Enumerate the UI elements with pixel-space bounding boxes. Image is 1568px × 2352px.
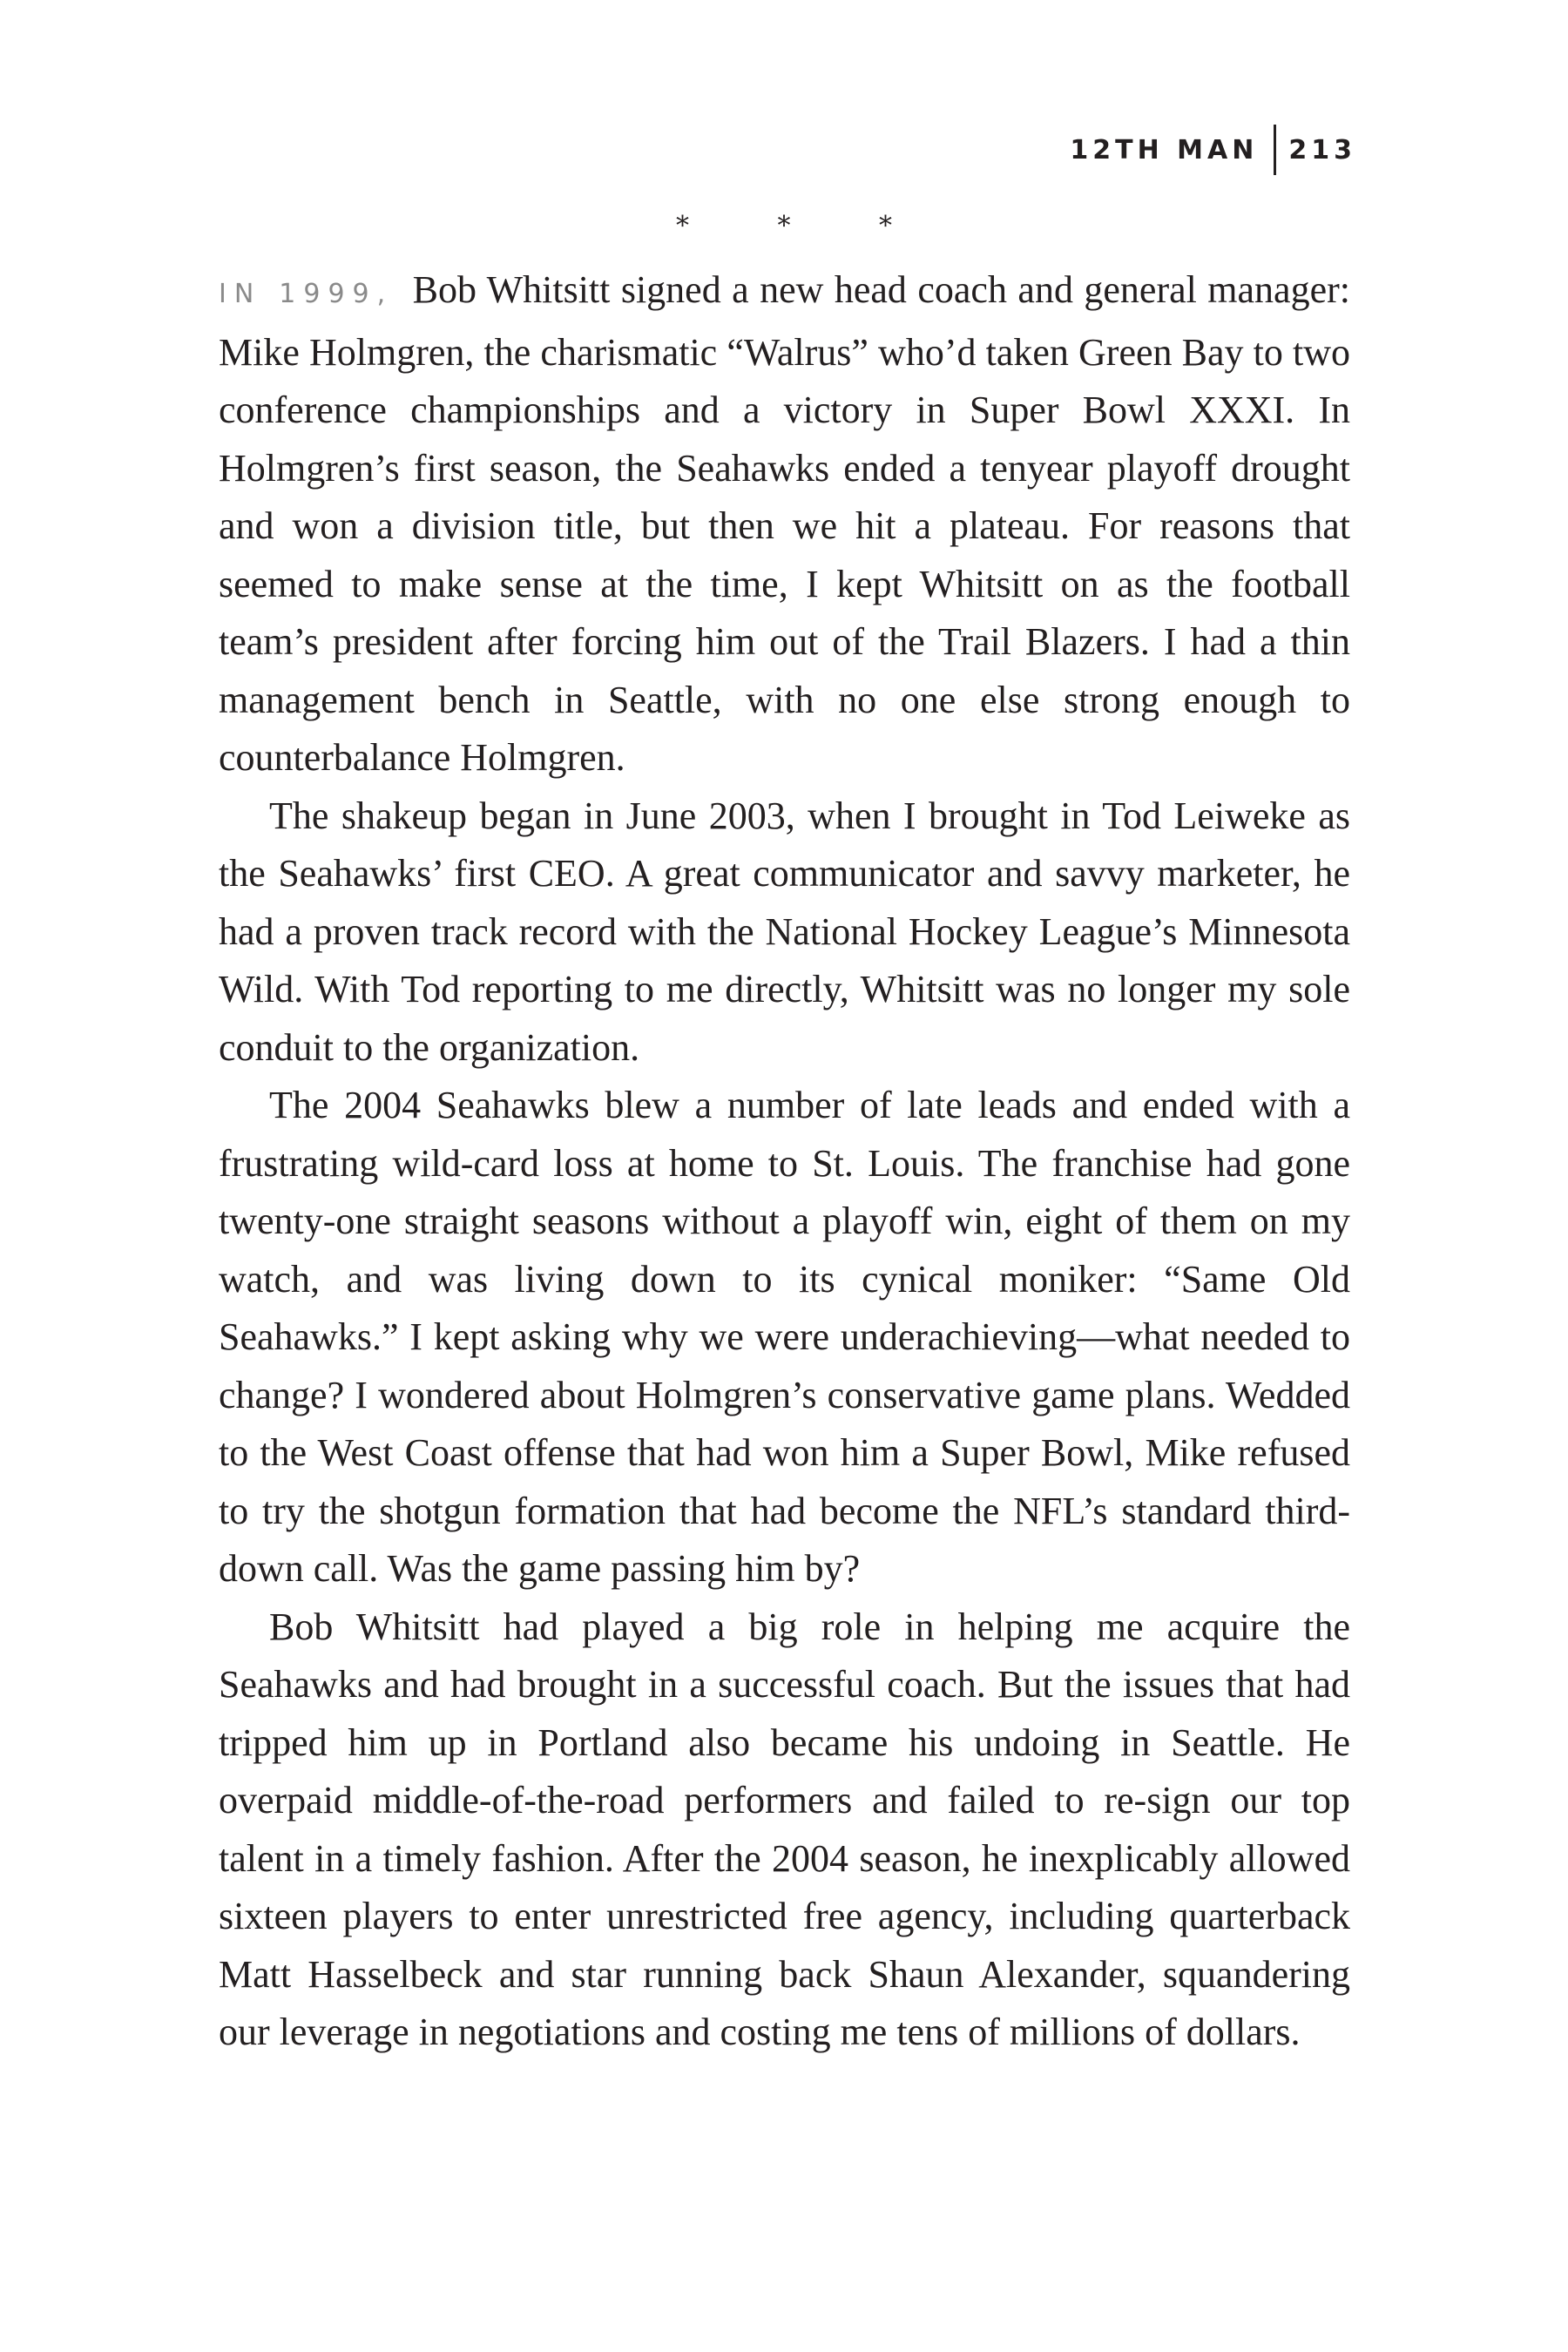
page-number: 213 <box>1288 134 1356 166</box>
section-break-star: * <box>879 211 893 241</box>
running-head <box>1070 124 1356 176</box>
section-break <box>0 209 1568 244</box>
section-break-star: * <box>777 211 791 241</box>
paragraph: Bob Whitsitt had played a big role in helping me acquire the Seahawks and had brought in a successful coach. But the issues that had tripped him up in Portland also became his undoing in Seattle. He overpaid middle-of-the-road performers and failed to re-sign our top talent in a timely fashion. After the 2004 season, he inexplicably allowed sixteen players to enter unrestricted free agency, including quarterback Matt Hasselbeck and star running back Shaun Alexander, squandering our leverage in negotiations and costing me tens of millions of dollars. <box>219 1605 1350 2053</box>
chapter-title: 12TH MAN <box>1070 134 1259 166</box>
lead-in: IN 1999, <box>219 279 394 309</box>
body-text <box>219 261 1350 2062</box>
header-divider <box>1274 125 1276 175</box>
section-break-star: * <box>675 211 689 241</box>
paragraph: The shakeup began in June 2003, when I brought in Tod Leiweke as the Seahawks’ first CEO. A great communicator and savvy marketer, he had a proven track record with the National Hockey League’s Minnesota Wild. With Tod reporting to me directly, Whitsitt was no longer my sole conduit to the organization. <box>219 794 1350 1069</box>
paragraph-text: Bob Whitsitt signed a new head coach and general manager: Mike Holmgren, the charismatic “Walrus” who’d taken Green Bay to two conference championships and a victory in Super Bowl XXXI. In Holmgren’s first season, the Seahawks ended a tenyear playoff drought and won a division title, but then we hit a plateau. For reasons that seemed to make sense at the time, I kept Whitsitt on as the football team’s president after forcing him out of the Trail Blazers. I had a thin management bench in Seattle, with no one else strong enough to counterbalance Holmgren. <box>219 268 1350 779</box>
paragraph <box>219 261 1350 787</box>
paragraph: The 2004 Seahawks blew a number of late leads and ended with a frustrating wild-card loss at home to St. Louis. The franchise had gone twenty-one straight seasons without a playoff win, eight of them on my watch, and was living down to its cynical moniker: “Same Old Seahawks.” I kept asking why we were underachieving—what needed to change? I wondered about Holmgren’s conservative game plans. Wedded to the West Coast offense that had won him a Super Bowl, Mike refused to try the shotgun formation that had become the NFL’s standard third-down call. Was the game passing him by? <box>219 1084 1350 1590</box>
